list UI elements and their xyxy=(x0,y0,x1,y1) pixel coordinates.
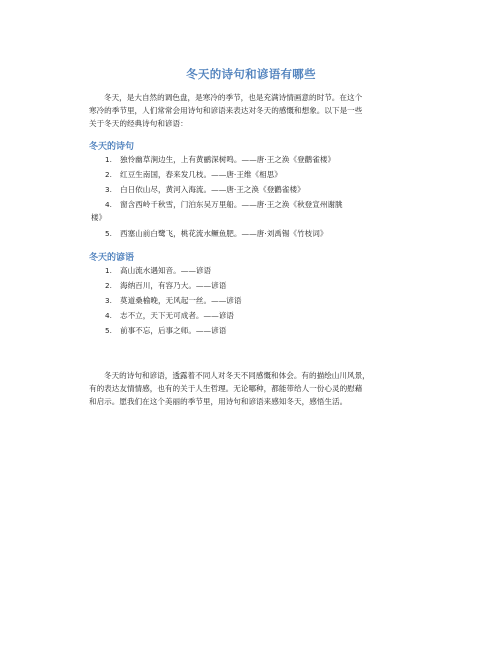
poem-item-3 xyxy=(105,183,425,198)
closing-paragraph xyxy=(89,369,419,408)
intro-line-3: 关于冬天的经典诗句和谚语： xyxy=(89,119,188,128)
list-number: 3. xyxy=(105,185,112,194)
proverbs-heading: 冬天的谚语 xyxy=(89,253,135,263)
poem-item-2 xyxy=(105,168,425,183)
poem-item-1 xyxy=(105,153,425,168)
proverb-text: 莫道桑榆晚，无风起一丝。——谚语 xyxy=(120,296,242,305)
list-number: 5. xyxy=(105,326,112,335)
list-number: 4. xyxy=(105,200,112,209)
proverb-item-4 xyxy=(105,309,425,324)
proverb-item-2 xyxy=(105,279,425,294)
intro-line-1: 冬天，是大自然的调色盘，是寒冷的季节，也是充满诗情画意的时节。在这个 xyxy=(104,93,363,102)
poems-heading: 冬天的诗句 xyxy=(89,142,135,152)
poem-text: 窗含西岭千秋雪，门泊东吴万里船。——唐·王之涣《秋登宣州谢朓 xyxy=(120,200,343,209)
list-number: 4. xyxy=(105,311,112,320)
list-number: 2. xyxy=(105,170,112,179)
poem-text: 西塞山前白鹭飞，桃花流水鳜鱼肥。——唐·刘禹锡《竹枝词》 xyxy=(120,229,328,238)
poem-text: 红豆生南国，春来发几枝。——唐·王维《相思》 xyxy=(120,170,282,179)
proverb-item-3 xyxy=(105,294,425,309)
intro-paragraph xyxy=(89,91,419,130)
list-number: 1. xyxy=(105,266,112,275)
proverb-text: 志不立，天下无可成者。——谚语 xyxy=(120,311,234,320)
poem-text-continuation: 楼》 xyxy=(91,213,107,222)
poem-item-5 xyxy=(105,227,425,242)
outro-line-2: 有的表达友情情感，也有的关于人生哲理。无论哪种，都能带给人一份心灵的慰藉 xyxy=(89,384,363,393)
poem-item-4 xyxy=(91,198,425,227)
outro-line-1: 冬天的诗句和谚语，透露着不同人对冬天不同感慨和体会。有的描绘山川风景， xyxy=(104,371,370,380)
proverb-text: 海纳百川，有容乃大。——谚语 xyxy=(120,281,227,290)
outro-line-3: 和启示。愿我们在这个美丽的季节里，用诗句和谚语来感知冬天，感悟生活。 xyxy=(89,397,348,406)
poem-text: 白日依山尽，黄河入海流。——唐·王之涣《登鹳雀楼》 xyxy=(120,185,305,194)
list-number: 3. xyxy=(105,296,112,305)
intro-line-2: 寒冷的季节里，人们常常会用诗句和谚语来表达对冬天的感慨和想象。以下是一些 xyxy=(89,106,363,115)
proverb-text: 高山流水遇知音。——谚语 xyxy=(120,266,212,275)
list-number: 1. xyxy=(105,155,112,164)
proverb-text: 前事不忘，后事之师。——谚语 xyxy=(120,326,227,335)
list-number: 2. xyxy=(105,281,112,290)
proverb-item-5 xyxy=(105,324,425,339)
page-title: 冬天的诗句和谚语有哪些 xyxy=(186,67,316,81)
proverb-item-1 xyxy=(105,264,425,279)
proverbs-list xyxy=(105,264,425,339)
list-number: 5. xyxy=(105,229,112,238)
poems-list xyxy=(91,153,425,242)
poem-text: 独怜幽草涧边生，上有黄鹂深树鸣。——唐·王之涣《登鹳雀楼》 xyxy=(120,155,336,164)
